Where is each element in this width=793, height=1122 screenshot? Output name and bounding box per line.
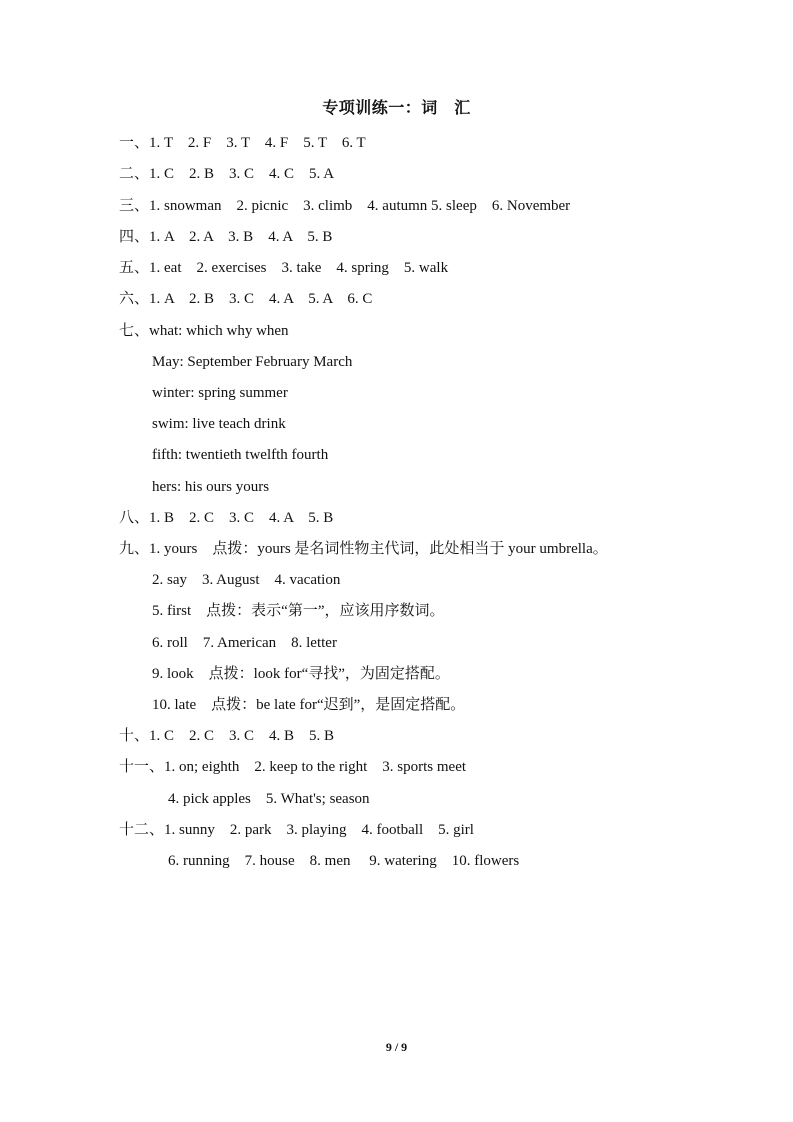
answer-line-12: 十二、1. sunny 2. park 3. playing 4. football 5. girl — [119, 822, 474, 838]
answer-line-4: 四、1. A 2. A 3. B 4. A 5. B — [119, 229, 333, 245]
answer-line-7b: May: September February March — [152, 354, 353, 370]
answer-line-11b: 4. pick apples 5. What's; season — [168, 791, 370, 807]
page-title: 专项训练一：词 汇 — [322, 100, 471, 117]
answer-line-9c: 5. first 点拨：表示“第一”，应该用序数词。 — [152, 603, 445, 619]
answer-line-8: 八、1. B 2. C 3. C 4. A 5. B — [119, 510, 334, 526]
answer-line-2: 二、1. C 2. B 3. C 4. C 5. A — [119, 166, 335, 182]
answer-line-9d: 6. roll 7. American 8. letter — [152, 635, 337, 651]
answer-line-7e: fifth: twentieth twelfth fourth — [152, 447, 329, 463]
answer-line-3: 三、1. snowman 2. picnic 3. climb 4. autumn 5. sleep 6. November — [119, 198, 571, 214]
answer-line-9: 九、1. yours 点拨：yours 是名词性物主代词，此处相当于 your umbrella。 — [119, 541, 608, 557]
answer-line-11: 十一、1. on; eighth 2. keep to the right 3. sports meet — [119, 759, 467, 775]
answer-line-7c: winter: spring summer — [152, 385, 288, 401]
answer-line-6: 六、1. A 2. B 3. C 4. A 5. A 6. C — [119, 291, 373, 307]
answer-line-5: 五、1. eat 2. exercises 3. take 4. spring 5. walk — [119, 260, 449, 276]
answer-line-9e: 9. look 点拨：look for“寻找”，为固定搭配。 — [152, 666, 450, 682]
page-number: 9 / 9 — [385, 1040, 408, 1054]
answer-line-9b: 2. say 3. August 4. vacation — [152, 572, 341, 588]
answer-line-9f: 10. late 点拨：be late for“迟到”，是固定搭配。 — [152, 697, 466, 713]
answer-line-7d: swim: live teach drink — [152, 416, 286, 432]
answer-line-1: 一、1. T 2. F 3. T 4. F 5. T 6. T — [119, 135, 366, 151]
answer-line-10: 十、1. C 2. C 3. C 4. B 5. B — [119, 728, 335, 744]
answer-line-7f: hers: his ours yours — [152, 479, 270, 495]
answer-line-12b: 6. running 7. house 8. men 9. watering 10. flowers — [168, 853, 520, 869]
answer-line-7: 七、what: which why when — [119, 323, 289, 339]
